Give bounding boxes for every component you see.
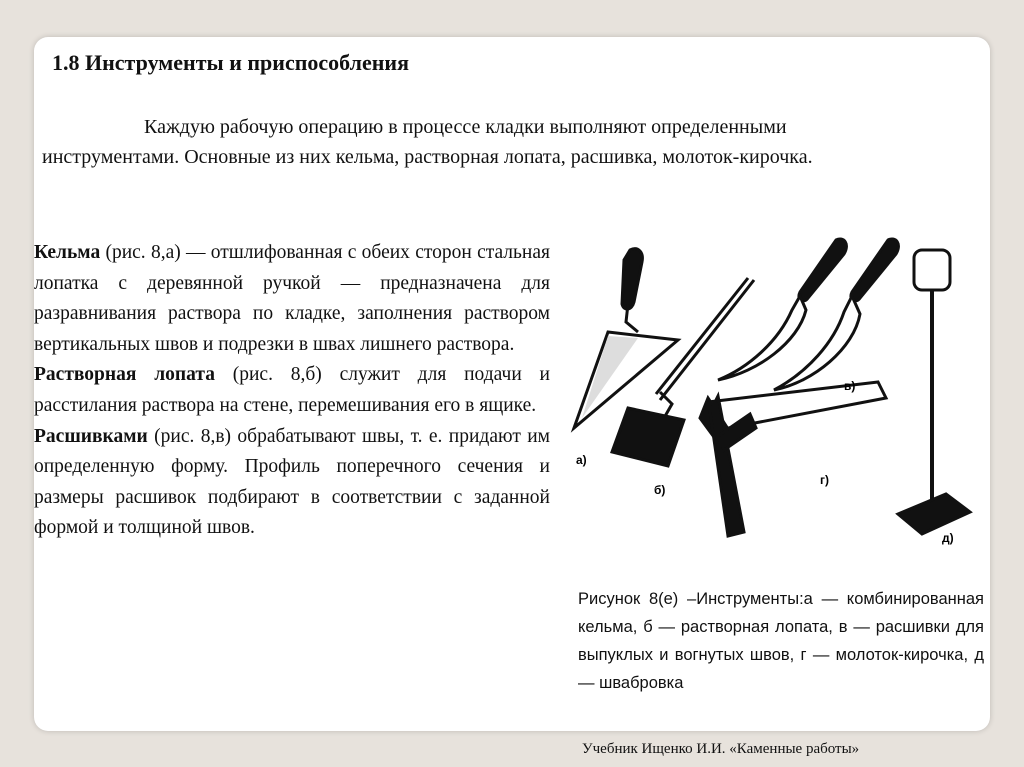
text-jointer: (рис. 8,в) обрабатывают швы, т. е. придают им определенную форму. Профиль поперечного сечения и размеры расшивок подбирают в соответствии с заданной формой и толщиной швов. (34, 425, 550, 539)
paragraph-jointer (34, 422, 550, 544)
trowel-icon (574, 249, 678, 428)
term-trowel: Кельма (34, 242, 101, 263)
tools-illustration-icon (568, 232, 988, 552)
figure-caption: Рисунок 8(е) –Инструменты:а — комбинированная кельма, б — растворная лопата, в — расшивки для выпуклых и вогнутых швов, г — молоток-кирочка, д — швабровка (578, 590, 984, 692)
label-d: д) (942, 531, 954, 545)
label-g: г) (820, 473, 829, 487)
text-shovel: (рис. 8,б) служит для подачи и расстилания раствора на стене, перемешивания его в ящике. (34, 364, 550, 416)
text-trowel: (рис. 8,а) — отшлифованная с обеих сторон стальная лопатка с деревянной ручкой — предназначена для разравнивания раствора по кладке, заполнения раствором вертикальных швов и подрезки в швах лишнего раствора. (34, 242, 550, 355)
term-shovel: Растворная лопата (34, 364, 215, 386)
pick-hammer-icon (700, 382, 886, 536)
footer-source: Учебник Ищенко И.И. «Каменные работы» (582, 741, 860, 757)
shvabrovka-icon (898, 250, 970, 534)
jointer-icons (718, 239, 898, 390)
tool-descriptions (34, 238, 550, 544)
label-v: в) (844, 379, 856, 393)
label-a: а) (576, 453, 587, 467)
term-jointer: Расшивками (34, 425, 148, 447)
page-title: 1.8 Инструменты и приспособления (52, 50, 409, 75)
paragraph-trowel (34, 238, 550, 360)
intro-text: Каждую рабочую операцию в процессе кладки выполняют определенными инструментами. Основные из них кельма, растворная лопата, расшивка, молоток-кирочка. (42, 116, 813, 168)
paragraph-shovel (34, 360, 550, 421)
intro-paragraph (42, 112, 902, 172)
label-b: б) (654, 483, 666, 497)
